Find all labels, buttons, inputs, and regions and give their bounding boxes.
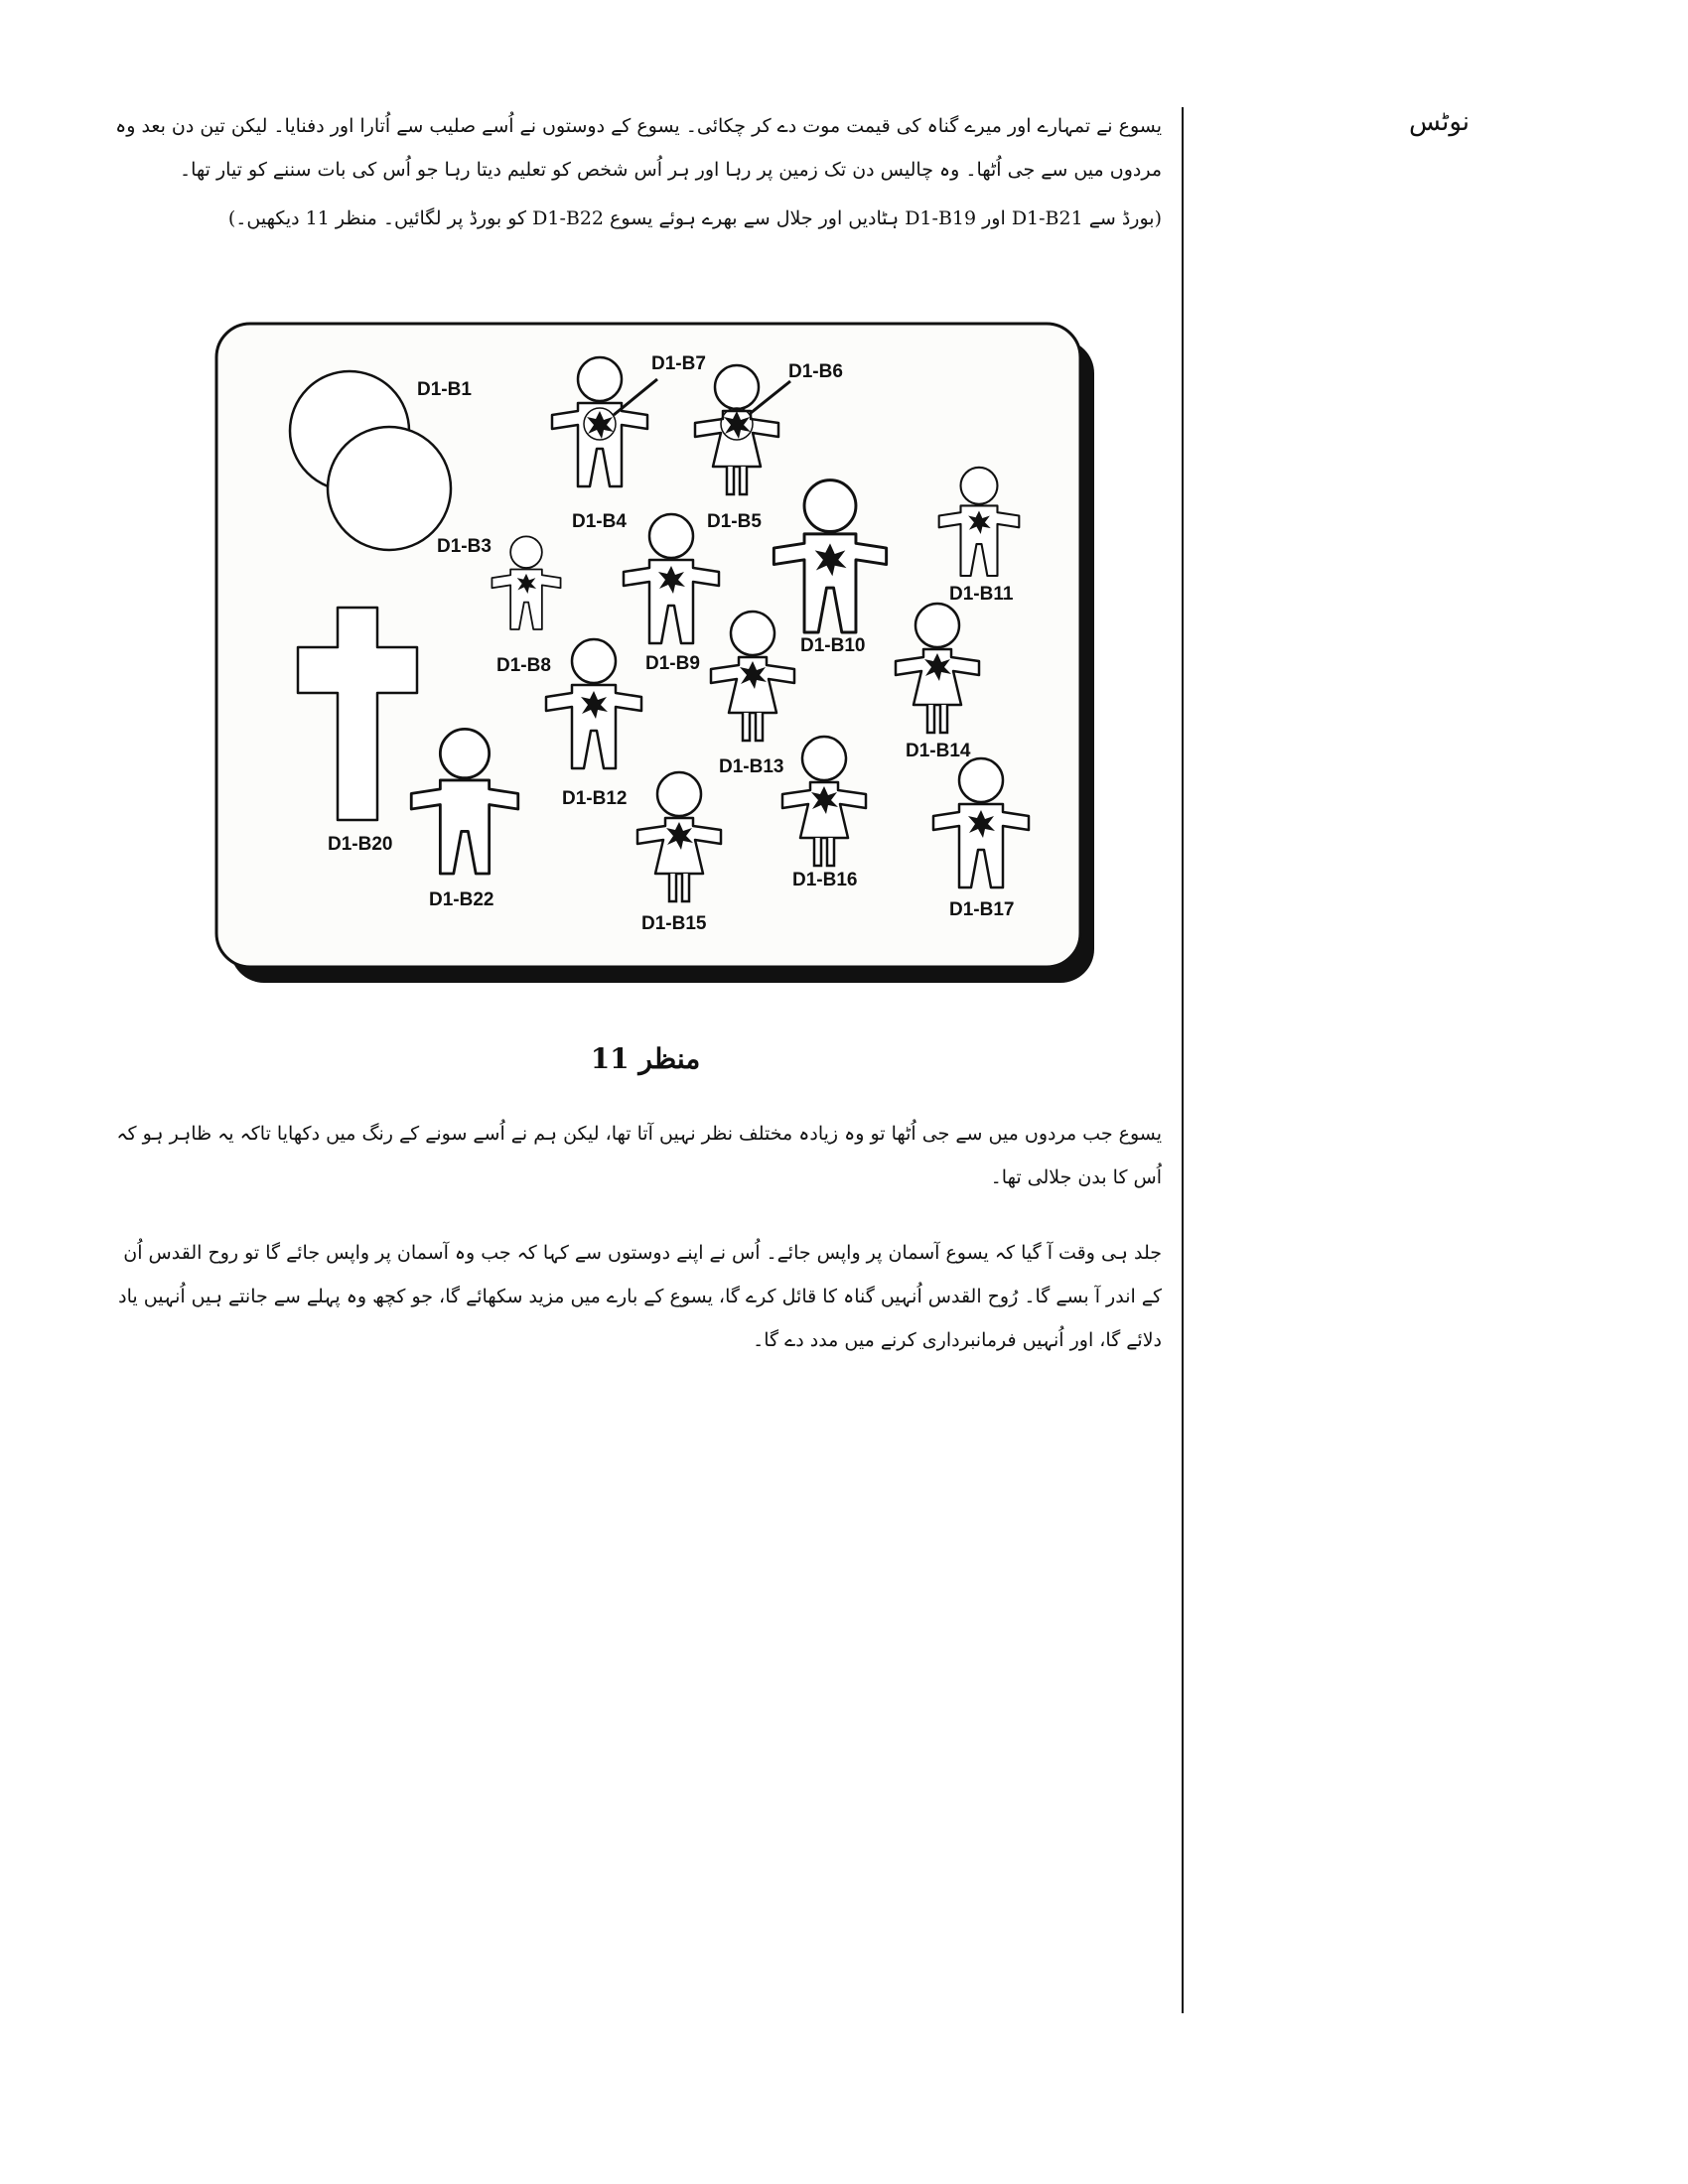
label-b6: D1-B6 — [788, 361, 843, 382]
label-b15: D1-B15 — [641, 913, 707, 934]
label-b11: D1-B11 — [949, 584, 1014, 605]
notes-label: نوٹس — [1408, 107, 1470, 137]
label-b7: D1-B7 — [651, 353, 706, 374]
label-b1: D1-B1 — [417, 379, 472, 400]
label-b20: D1-B20 — [328, 834, 393, 855]
circle-bottom — [328, 427, 451, 550]
label-b12: D1-B12 — [562, 788, 628, 809]
label-b4: D1-B4 — [572, 511, 627, 532]
instruction-text: (بورڈ سے D1-B21 اور D1-B19 ہٹادیں اور جلال سے بھرے ہوئے یسوع D1-B22 کو بورڈ پر لگائیں۔ منظر 11 دیکھیں۔) — [227, 207, 1162, 229]
label-b9: D1-B9 — [645, 653, 700, 674]
paragraph-1: یسوع نے تمہارے اور میرے گناہ کی قیمت موت دے کر چکائی۔ یسوع کے دوستوں نے اُسے صلیب سے اُتارا اور دفنایا۔ لیکن تین دن بعد وہ مردوں میں سے جی اُٹھا۔ وہ چالیس دن تک زمین پر رہا اور ہر اُس شخص کو تعلیم دیتا رہا جو اُس کی بات سننے کو تیار تھا۔ — [115, 115, 1162, 181]
label-b22: D1-B22 — [429, 889, 494, 910]
label-b3: D1-B3 — [437, 536, 492, 557]
paragraph-3: جلد ہی وقت آ گیا کہ یسوع آسمان پر واپس جائے۔ اُس نے اپنے دوستوں سے کہا کہ جب وہ آسمان پر واپس جائے گا تو روح القدس اُن کے اندر آ بسے گا۔ رُوح القدس اُنہیں گناہ کا قائل کرے گا، یسوع کے بارے میں مزید سکھائے گا، جو کچھ وہ پہلے سے جانتے ہیں اُنہیں یاد دلائے گا، اور اُنہیں فرمانبرداری کرنے میں مدد دے گا۔ — [118, 1242, 1162, 1351]
label-b8: D1-B8 — [496, 655, 551, 676]
label-b17: D1-B17 — [949, 899, 1015, 920]
paragraph-2: یسوع جب مردوں میں سے جی اُٹھا تو وہ زیادہ مختلف نظر نہیں آتا تھا، لیکن ہم نے اُسے سونے کے رنگ میں دکھایا تاکہ یہ ظاہر ہو کہ اُس کا بدن جلالی تھا۔ — [116, 1123, 1162, 1188]
label-b10: D1-B10 — [800, 635, 866, 656]
scene-caption: منظر 11 — [590, 1042, 701, 1075]
label-b13: D1-B13 — [719, 756, 784, 777]
label-b14: D1-B14 — [906, 741, 971, 761]
label-b5: D1-B5 — [707, 511, 762, 532]
label-b16: D1-B16 — [792, 870, 858, 890]
